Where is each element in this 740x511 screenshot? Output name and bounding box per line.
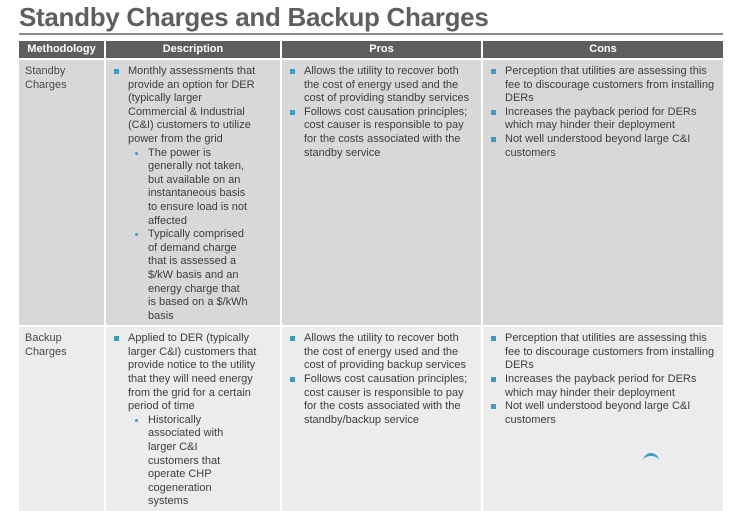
- methodology-label: Backup Charges: [25, 332, 67, 358]
- list-item: [112, 65, 262, 323]
- list-item: Follows cost causation principles; cost causer is responsible to pay for the costs associated with the standby/backup service: [288, 373, 476, 427]
- methodology-cell: [19, 326, 105, 511]
- column-header-cons: Cons: [482, 41, 723, 59]
- title-divider: [19, 33, 723, 35]
- comparison-table: [19, 41, 723, 511]
- list-item: Follows cost causation principles; cost causer is responsible to pay for the costs associated with the standby service: [288, 106, 476, 160]
- column-header-methodology: Methodology: [19, 41, 105, 59]
- description-sublist: [128, 147, 248, 324]
- cons-cell: [482, 326, 723, 511]
- table-row-standby-charges: [19, 59, 723, 326]
- description-text: Applied to DER (typically larger C&I) customers that provide notice to the utility that they will need energy from the grid for a certain period of time: [128, 332, 257, 413]
- table-row-backup-charges: [19, 326, 723, 511]
- list-item: Increases the payback period for DERs which may hinder their deployment: [489, 373, 718, 400]
- page-title: Standby Charges and Backup Charges: [19, 2, 489, 32]
- list-item: [112, 332, 258, 509]
- cons-list: [489, 65, 718, 160]
- list-item: Allows the utility to recover both the cost of energy used and the cost of providing backup services: [288, 332, 476, 373]
- cons-cell: [482, 59, 723, 326]
- column-header-description: Description: [105, 41, 281, 59]
- pros-list: [288, 332, 476, 427]
- list-item: Perception that utilities are assessing this fee to discourage customers from installing DERs: [489, 65, 718, 106]
- description-cell: [105, 326, 281, 511]
- pros-list: [288, 65, 476, 160]
- list-item: Increases the payback period for DERs which may hinder their deployment: [489, 106, 718, 133]
- sub-list-item: The power is generally not taken, but available on an instantaneous basis to ensure load is not affected: [128, 147, 248, 229]
- list-item: Not well understood beyond large C&I customers: [489, 400, 718, 427]
- methodology-label: Standby Charges: [25, 65, 67, 91]
- pros-cell: [281, 326, 482, 511]
- methodology-cell: [19, 59, 105, 326]
- table-header-row: [19, 41, 723, 59]
- sub-list-item: Typically comprised of demand charge that is assessed a $/kW basis and an energy charge that is based on a $/kWh basis: [128, 228, 248, 323]
- cons-list: [489, 332, 718, 427]
- description-list: [112, 332, 258, 509]
- description-text: Monthly assessments that provide an option for DER (typically larger Commercial & Industrial (C&I) customers to utilize power from the grid: [128, 65, 256, 145]
- list-item: Allows the utility to recover both the cost of energy used and the cost of providing standby services: [288, 65, 476, 106]
- description-cell: [105, 59, 281, 326]
- description-list: [112, 65, 262, 323]
- sub-list-item: Historically associated with larger C&I customers that operate CHP cogeneration systems: [128, 414, 242, 509]
- description-sublist: [128, 414, 242, 509]
- logo-arc-icon: [643, 453, 659, 464]
- pros-cell: [281, 59, 482, 326]
- list-item: Perception that utilities are assessing this fee to discourage customers from installing DERs: [489, 332, 718, 373]
- column-header-pros: Pros: [281, 41, 482, 59]
- list-item: Not well understood beyond large C&I customers: [489, 133, 718, 160]
